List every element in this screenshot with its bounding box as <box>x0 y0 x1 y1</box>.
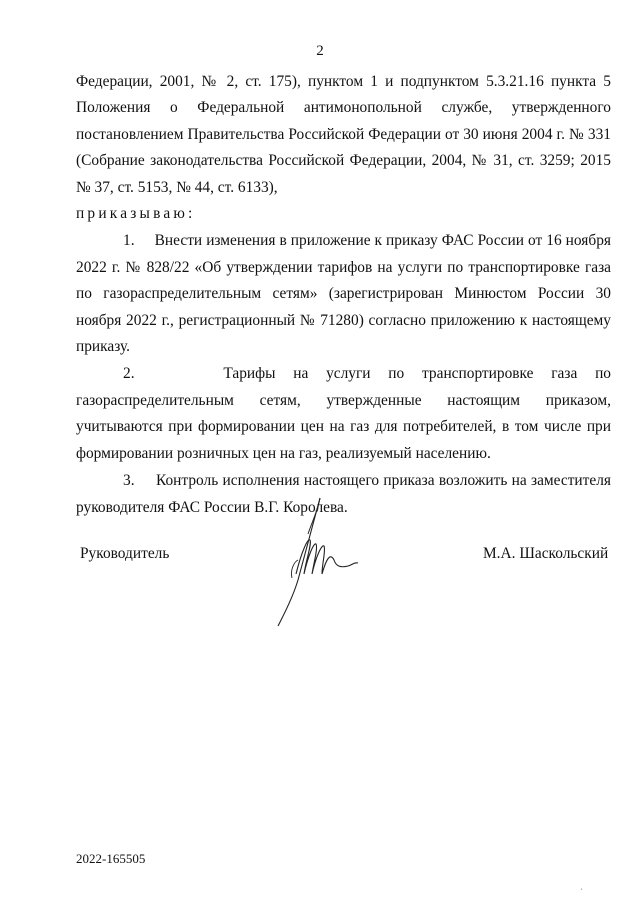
signer-title: Руководитель <box>80 545 170 562</box>
handwritten-signature <box>268 490 378 630</box>
paragraph-item-1: 1. Внести изменения в приложение к приказу ФАС России от 16 ноября 2022 г. № 828/22 «Об утверждении тарифов на услуги по транспортировке газа по газораспределительным сетям» (зарегистрирован Минюстом России 30 ноября 2022 г., регистрационный № 71280) согласно приложению к настоящему приказу. <box>76 232 615 356</box>
paragraph-item-3: 3. Контроль исполнения настоящего приказа возложить на заместителя руководителя ФАС России В.Г. Королева. <box>76 472 615 516</box>
decree-word: приказываю: <box>76 205 196 223</box>
scan-mark: ˌ <box>580 880 583 890</box>
document-id: 2022-165505 <box>76 851 146 866</box>
page-number: 2 <box>316 43 324 59</box>
document-body <box>76 69 615 521</box>
signer-name: М.А. Шаскольский <box>483 545 609 562</box>
paragraph-legal-basis: Федерации, 2001, № 2, ст. 175), пунктом 1 и подпунктом 5.3.21.16 пункта 5 Положения о Федеральной антимонопольной службе, утвержденного постановлением Правительства Российской Федерации от 30 июня 2004 г. № 331 (Собрание законодательства Российской Федерации, 2004, № 31, ст. 3259; 2015 № 37, ст. 5153, № 44, ст. 6133), <box>76 73 611 196</box>
paragraph-item-2: 2. Тарифы на услуги по транспортировке газа по газораспределительным сетям, утвержденные настоящим приказом, учитываются при формировании цен на газ для потребителей, в том числе при формировании розничных цен на газ, реализуемый населению. <box>76 365 615 462</box>
